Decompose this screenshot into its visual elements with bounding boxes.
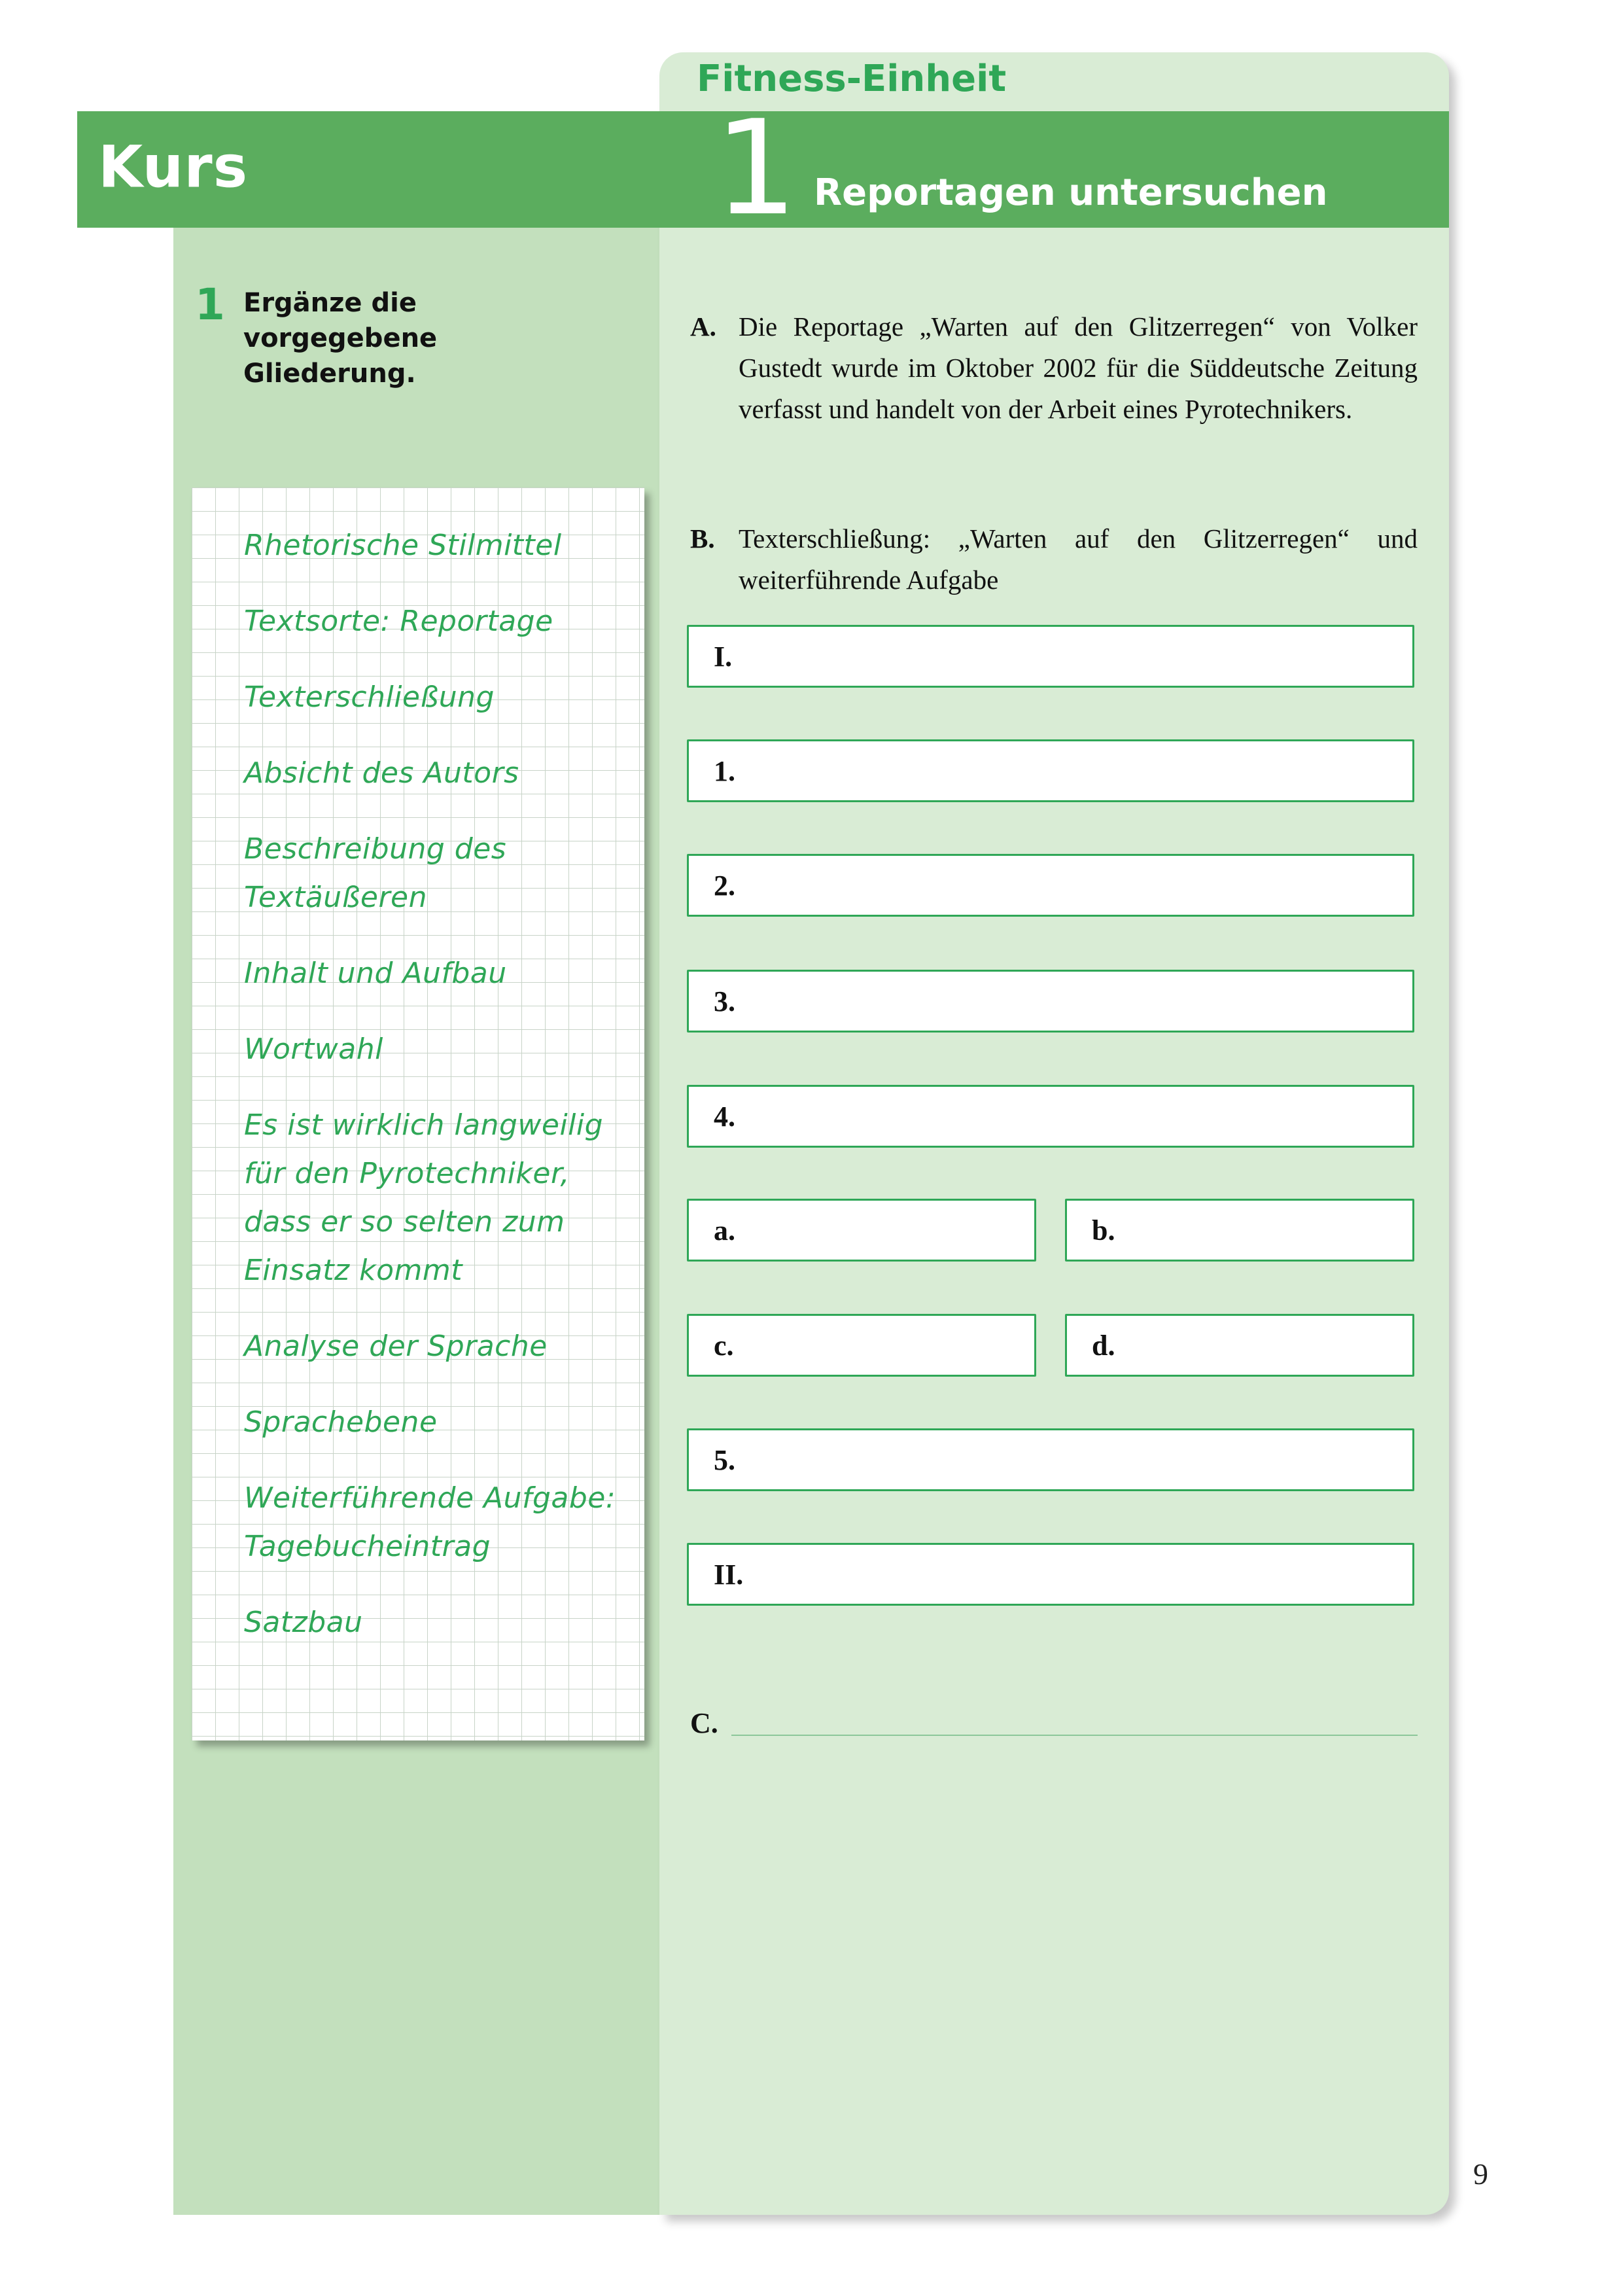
answer-box-label: 4. — [714, 1100, 735, 1133]
answer-box-label: 1. — [714, 754, 735, 787]
answer-box-label: d. — [1092, 1329, 1115, 1362]
outline-note: Weiterführende Aufgabe: Tagebucheintrag — [244, 1481, 616, 1563]
answer-box-label: 2. — [714, 869, 735, 902]
section-a-text: Die Reportage „Warten auf den Glitzerregen“ von Volker Gustedt wurde im Oktober 2002 für die Süddeutsche Zeitung verfasst und handelt von der Arbeit eines Pyrotechnikers. — [739, 311, 1418, 424]
outline-note: Absicht des Autors — [244, 756, 519, 790]
section-a — [690, 306, 1418, 430]
section-c — [690, 1706, 1418, 1740]
outline-note: Analyse der Sprache — [244, 1330, 548, 1363]
answer-box-5[interactable] — [687, 1428, 1414, 1491]
exercise-number: 1 — [195, 279, 225, 330]
outline-note: Satzbau — [244, 1606, 363, 1639]
answer-box-label: II. — [714, 1558, 744, 1591]
outline-note: Rhetorische Stilmittel — [244, 529, 562, 562]
exercise-instruction: Ergänze die vorgegebene Gliederung. — [243, 288, 438, 389]
answer-box-label: a. — [714, 1214, 735, 1246]
outline-note: Beschreibung des Textäußeren — [244, 832, 507, 914]
outline-note: Inhalt und Aufbau — [244, 957, 507, 990]
answer-line-c[interactable] — [731, 1735, 1418, 1736]
section-c-label: C. — [690, 1707, 718, 1739]
unit-number: 1 — [714, 92, 798, 245]
answer-box-a[interactable] — [687, 1199, 1036, 1262]
exercise-1 — [195, 279, 561, 391]
answer-box-4[interactable] — [687, 1085, 1414, 1148]
grid-paper-notes — [192, 487, 644, 1740]
answer-box-d[interactable] — [1065, 1314, 1414, 1377]
section-b-label: B. — [690, 523, 715, 554]
unit-title: Reportagen untersuchen — [814, 171, 1328, 214]
section-b-text: Texterschließung: „Warten auf den Glitzerregen“ und weiterführende Aufgabe — [739, 523, 1418, 595]
answer-box-i[interactable] — [687, 625, 1414, 688]
answer-box-label: 5. — [714, 1443, 735, 1476]
outline-note: Texterschließung — [244, 680, 495, 714]
answer-box-label: b. — [1092, 1214, 1115, 1246]
answer-box-1[interactable] — [687, 739, 1414, 802]
outline-note: Es ist wirklich langweilig für den Pyrotechniker, dass er so selten zum Einsatz kommt — [244, 1108, 604, 1287]
section-a-label: A. — [690, 311, 716, 342]
answer-box-3[interactable] — [687, 970, 1414, 1033]
answer-box-ii[interactable] — [687, 1543, 1414, 1606]
fitness-heading: Fitness-Einheit — [697, 58, 1007, 100]
outline-note: Textsorte: Reportage — [244, 605, 553, 638]
course-label: Kurs — [98, 133, 249, 201]
section-b — [690, 518, 1418, 601]
answer-box-2[interactable] — [687, 854, 1414, 917]
answer-box-b[interactable] — [1065, 1199, 1414, 1262]
outline-note: Sprachebene — [244, 1405, 438, 1439]
answer-box-c[interactable] — [687, 1314, 1036, 1377]
outline-note: Wortwahl — [244, 1033, 383, 1066]
answer-box-label: I. — [714, 640, 733, 673]
page-number: 9 — [1473, 2157, 1488, 2191]
answer-box-label: c. — [714, 1329, 734, 1362]
answer-box-label: 3. — [714, 985, 735, 1017]
